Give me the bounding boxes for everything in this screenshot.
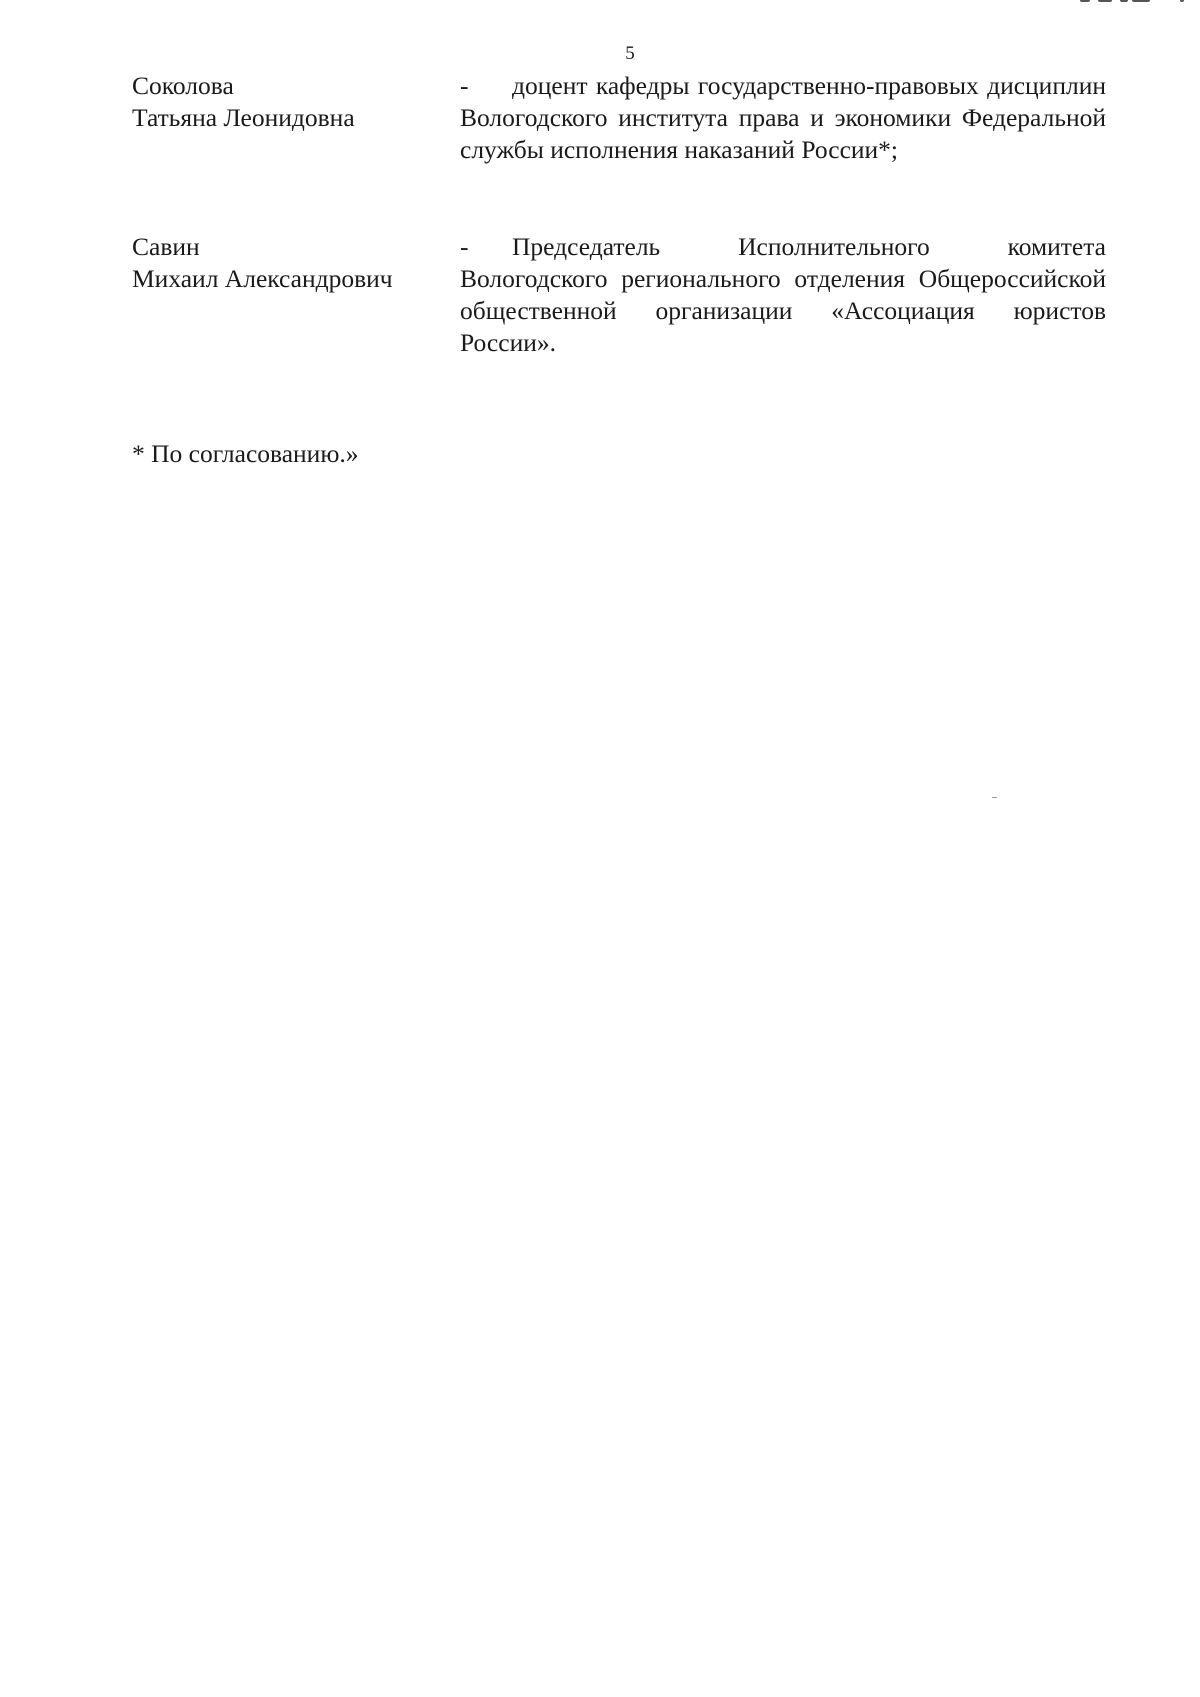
member-dash: - bbox=[460, 71, 469, 100]
member-entry bbox=[132, 70, 1106, 166]
member-given-names: Татьяна Леонидовна bbox=[132, 103, 355, 132]
member-description: доцент кафедры государственно-правовых дисциплин Вологодского института права и экономики Федеральной службы исполнения наказаний России*; bbox=[460, 71, 1106, 164]
scan-edge-mark bbox=[1068, 0, 1188, 6]
member-name bbox=[132, 70, 460, 166]
scan-speck bbox=[992, 797, 997, 798]
member-dash: - bbox=[460, 232, 469, 261]
member-description: Председатель Исполнительного комитета Вологодского регионального отделения Общероссийской общественной организации «Ассоциация юристов России». bbox=[460, 232, 1106, 357]
member-surname: Савин bbox=[132, 232, 200, 261]
member-name bbox=[132, 231, 460, 359]
member-description-block bbox=[460, 70, 1106, 166]
member-surname: Соколова bbox=[132, 71, 234, 100]
member-entry bbox=[132, 231, 1106, 359]
page-number: 5 bbox=[625, 43, 635, 64]
member-description-block bbox=[460, 231, 1106, 359]
footnote: * По согласованию.» bbox=[132, 439, 359, 468]
member-given-names: Михаил Александрович bbox=[132, 264, 393, 293]
